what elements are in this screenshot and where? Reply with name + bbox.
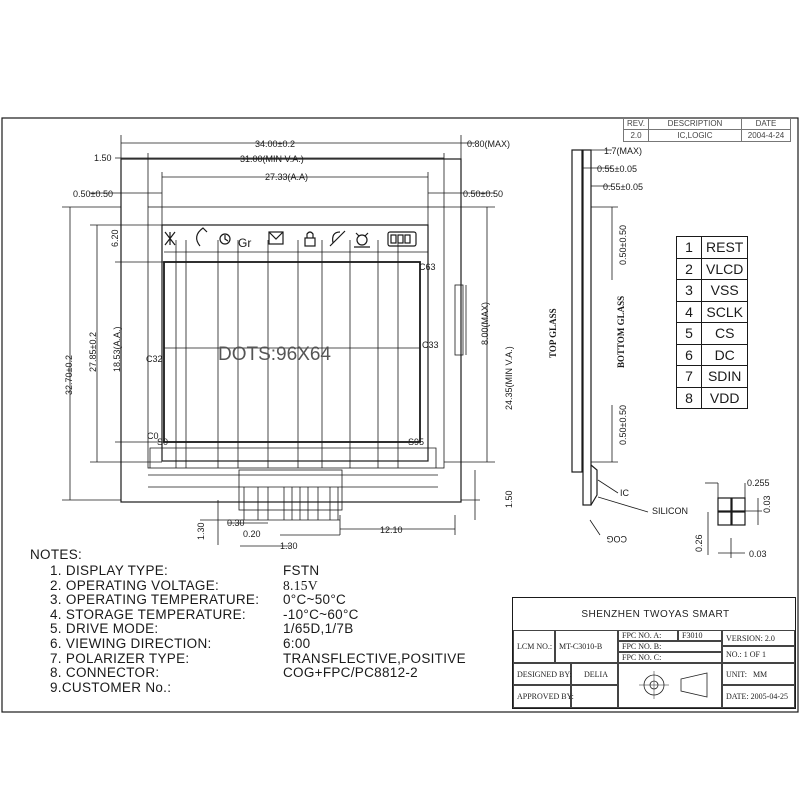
sheet-no-label: NO.: [726, 650, 742, 659]
pin-name: CS [702, 323, 748, 345]
pin-number: 1 [677, 237, 702, 259]
dim-bottom-margin: 1.50 [504, 490, 514, 508]
pin-name: VLCD [702, 258, 748, 280]
version-value: 2.0 [764, 633, 775, 643]
dim-side-a: 1.7(MAX) [604, 146, 643, 156]
pin-row [677, 323, 748, 345]
label-c32: C32 [146, 354, 163, 364]
note-item [30, 681, 500, 696]
unit [722, 663, 795, 685]
icon-bracket [455, 285, 463, 355]
dots-label: DOTS:96X64 [218, 344, 331, 365]
label-c33: C33 [422, 340, 439, 350]
pin-name: VSS [702, 280, 748, 302]
dim-side-top: 0.50±0.50 [618, 225, 628, 265]
lcm-no-value: MT-C3010-B [555, 630, 618, 663]
approved-value [571, 685, 618, 708]
pin-number: 7 [677, 366, 702, 388]
pin-row [677, 344, 748, 366]
rev-header-rev: REV. [624, 118, 649, 130]
side-view [548, 146, 688, 544]
bug-icon [354, 233, 370, 247]
sheet-no [722, 646, 795, 663]
note-item [30, 652, 500, 667]
pin-table [676, 236, 748, 409]
notes-heading: NOTES: [30, 547, 83, 562]
note-label: 3. OPERATING TEMPERATURE: [50, 592, 260, 608]
outer-glass-outline [121, 159, 461, 502]
label-c0: C0 [147, 431, 159, 441]
note-value: -10°C~60°C [283, 606, 359, 622]
antenna-icon [165, 232, 175, 245]
dim-pad-a: 1.30 [196, 522, 206, 540]
notes-section [30, 547, 500, 695]
unit-value: MM [752, 669, 768, 679]
pin-row [677, 258, 748, 280]
ic-ledge [150, 448, 436, 468]
dim-pad-d: 1.30 [280, 541, 298, 551]
projection-symbol [618, 663, 722, 708]
dim-height-va: 24.35(MIN V.A.) [504, 346, 514, 410]
dim-pad-c: 0.20 [243, 529, 261, 539]
gr-icon [238, 236, 251, 250]
version-label-text: VERSION: [726, 633, 763, 643]
rev-desc: IC,LOGIC [649, 130, 742, 142]
fpc-c-label: FPC NO. C: [618, 652, 722, 663]
note-value: FSTN [283, 563, 320, 578]
dim-left-margin: 1.50 [94, 153, 112, 163]
label-s0: S0 [157, 437, 169, 447]
fpc-a-label: FPC NO. A: [618, 630, 678, 641]
label-cog: COG [606, 534, 627, 544]
front-dimension-labels [64, 139, 514, 551]
designed-value: DELIA [571, 663, 618, 685]
note-label: 2. OPERATING VOLTAGE: [50, 577, 220, 593]
note-label: 8. CONNECTOR: [50, 665, 160, 681]
top-glass [572, 150, 582, 472]
bottom-glass [583, 150, 591, 505]
note-label: 6. VIEWING DIRECTION: [50, 635, 212, 651]
unit-label: UNIT: [726, 669, 747, 679]
note-value: TRANSFLECTIVE,POSITIVE [283, 650, 466, 666]
dim-thickness: 0.80(MAX) [467, 139, 511, 149]
label-c63: C63 [419, 262, 436, 272]
label-s95: S95 [408, 437, 425, 447]
pin-name: REST [702, 237, 748, 259]
note-item [30, 564, 500, 579]
rev-value: 2.0 [624, 130, 649, 142]
note-label: 4. STORAGE TEMPERATURE: [50, 606, 246, 622]
note-label: 9.CUSTOMER No.: [50, 679, 172, 695]
dim-icon-height: 8.00(MAX) [480, 301, 490, 345]
aa-outline [162, 225, 428, 461]
lcm-no-label: LCM NO.: [513, 630, 555, 663]
front-view [121, 159, 463, 520]
dim-width-overall: 34.00±0.2 [255, 139, 295, 149]
dim-width-va: 31.00(MIN V.A.) [240, 154, 304, 164]
fpc-b-label: FPC NO. B: [618, 641, 722, 652]
note-item [30, 593, 500, 608]
note-value: 1/65D,1/7B [283, 621, 354, 637]
fpc-tail [239, 470, 342, 510]
dim-width-aa: 27.33(A.A) [265, 172, 309, 182]
svg-text:Gr: Gr [238, 236, 252, 250]
dim-height-dots: 18.53(A.A.) [112, 326, 122, 372]
pin-row [677, 387, 748, 409]
label-silicon: SILICON [652, 506, 689, 516]
projection-icon [619, 663, 721, 708]
dim-side-b: 0.55±0.05 [597, 164, 637, 174]
alarm-icon [220, 234, 230, 244]
dim-bump-b: 0.03 [762, 495, 772, 513]
note-value: COG+FPC/PC8812-2 [283, 665, 418, 681]
dim-bump-d: 0.03 [749, 549, 767, 559]
bell-off-icon [330, 231, 345, 246]
dim-pad-b: 0.30 [227, 518, 245, 528]
dim-height-overall: 32.70±0.2 [64, 355, 74, 395]
pin-number: 6 [677, 344, 702, 366]
label-top-glass: TOP GLASS [548, 308, 558, 358]
mail-icon [269, 232, 283, 244]
pin-number: 3 [677, 280, 702, 302]
phone-icon [197, 228, 207, 246]
dim-fpc-width: 12.10 [380, 525, 403, 535]
note-item [30, 579, 500, 594]
dim-bump-c: 0.26 [694, 534, 704, 552]
pin-row [677, 301, 748, 323]
dim-side-bottom: 0.50±0.50 [618, 405, 628, 445]
pin-row [677, 366, 748, 388]
designed-label: DESIGNED BY: [513, 663, 571, 685]
pin-name: VDD [702, 387, 748, 409]
revision-table [623, 117, 791, 142]
note-value: 0°C~50°C [283, 592, 347, 608]
dim-right-offset: 0.50±0.50 [463, 189, 503, 199]
dim-height-aa: 27.85±0.2 [88, 332, 98, 372]
dim-side-c: 0.55±0.05 [603, 182, 643, 192]
date [722, 685, 795, 708]
note-label: 5. DRIVE MODE: [50, 621, 159, 637]
pin-number: 8 [677, 387, 702, 409]
fpc-a-value: F3010 [678, 630, 722, 641]
fpc-neck [148, 475, 438, 487]
rev-header-date: DATE [742, 118, 791, 130]
approved-label: APPROVED BY: [513, 685, 571, 708]
lock-icon [305, 232, 315, 246]
version-label [722, 630, 795, 646]
note-item [30, 608, 500, 623]
pin-number: 4 [677, 301, 702, 323]
note-value: 8.15V [283, 577, 318, 593]
date-value: 2005-04-25 [750, 692, 788, 701]
label-ic: IC [620, 488, 629, 498]
pin-number: 5 [677, 323, 702, 345]
fpc-pins [244, 487, 338, 520]
company-name: SHENZHEN TWOYAS SMART [581, 608, 730, 620]
note-label: 7. POLARIZER TYPE: [50, 650, 190, 666]
pin-name: SDIN [702, 366, 748, 388]
sheet-no-value: 1 OF 1 [743, 650, 767, 659]
note-item [30, 637, 500, 652]
date-label: DATE: [726, 692, 749, 701]
dim-bump-a: 0.255 [747, 478, 770, 488]
pin-row [677, 237, 748, 259]
battery-icon [388, 232, 416, 246]
pin-name: SCLK [702, 301, 748, 323]
rev-header-desc: DESCRIPTION [649, 118, 742, 130]
bump-detail [718, 498, 745, 525]
title-block [512, 597, 796, 709]
bump-dimension-lines [705, 483, 762, 558]
dim-left-offset: 0.50±0.50 [73, 189, 113, 199]
dim-top-gap: 6.20 [110, 229, 120, 247]
note-label: 1. DISPLAY TYPE: [50, 563, 169, 578]
silicon-blob [591, 465, 597, 505]
note-value: 6:00 [283, 635, 311, 651]
pin-number: 2 [677, 258, 702, 280]
note-item [30, 622, 500, 637]
pin-name: DC [702, 344, 748, 366]
rev-date: 2004-4-24 [742, 130, 791, 142]
note-value [283, 681, 500, 696]
pin-row [677, 280, 748, 302]
label-bottom-glass: BOTTOM GLASS [616, 295, 626, 368]
note-item [30, 666, 500, 681]
